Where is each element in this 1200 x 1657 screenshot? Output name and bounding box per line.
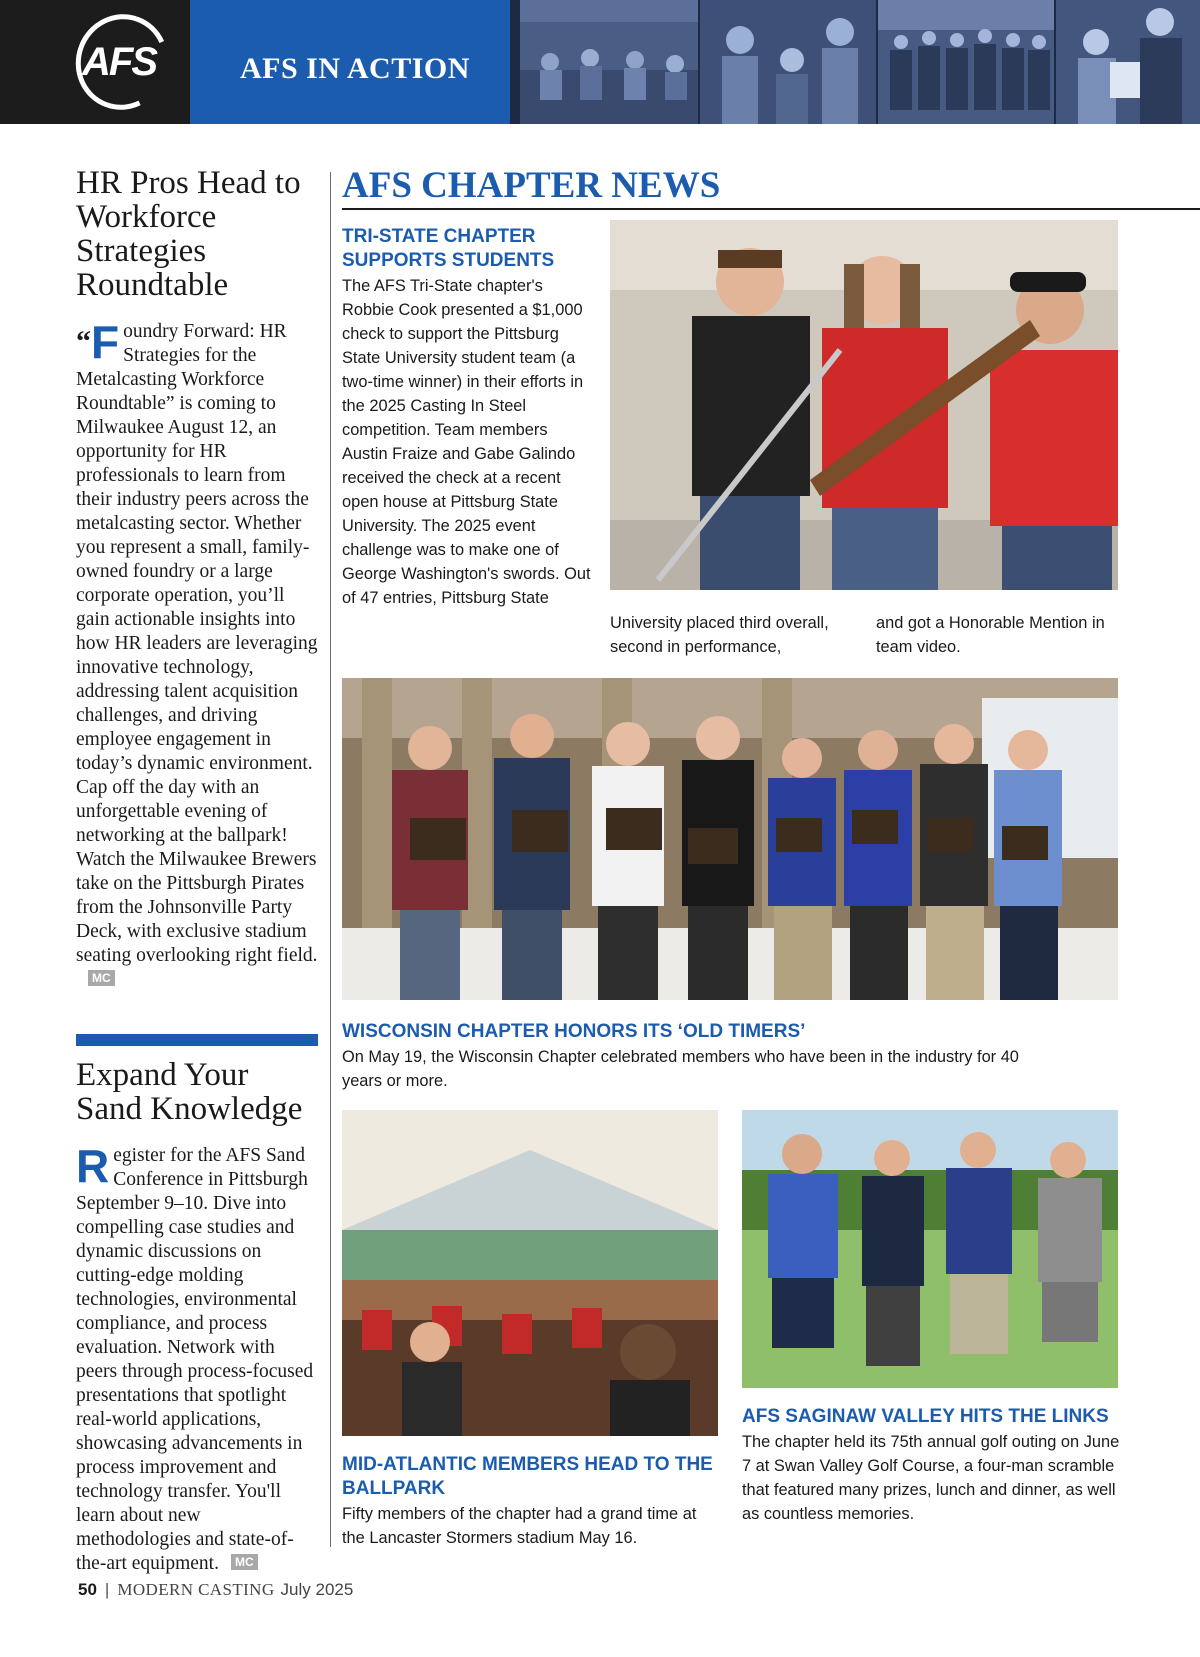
midatlantic-body: Fifty members of the chapter had a grand time at the Lancaster Stormers stadium May 16. bbox=[342, 1505, 697, 1547]
magazine-name: MODERN CASTING bbox=[117, 1580, 275, 1599]
sidebar-text-hr: oundry Forward: HR Strategies for the Metalcasting Workforce Roundtable” is coming to Milwaukee August 12, an opportunity for HR professionals to learn from their industry peers across the metalcasting sector. Whether you represent a small, family-owned foundry or a large corporate operation, you’ll gain actionable insights into how HR leaders are leveraging innovative technology, addressing talent acquisition challenges, and driving employee engagement in today’s dynamic environment. Cap off the day with an unforgettable evening of networking at the ballpark! Watch the Milwaukee Brewers take on the Pittsburgh Pirates from the Johnsonville Party Deck, with exclusive stadium seating overlooking right field. bbox=[76, 321, 318, 966]
tristate-body-col3: and got a Honorable Mention in team video. bbox=[876, 614, 1105, 656]
sidebar-title-sand: Expand Your Sand Knowledge bbox=[76, 1057, 303, 1127]
tristate-body-col1: The AFS Tri-State chapter's Robbie Cook presented a $1,000 check to support the Pittsburg State University student team (a two-time winner) in their efforts in the 2025 Casting In Steel competition. Team members Austin Fraize and Gabe Galindo received the check at a recent open house at Pittsburg State University. The 2025 event challenge was to make one of George Washington's swords. Out of 47 entries, Pittsburg State bbox=[342, 277, 591, 607]
heading-rule bbox=[342, 208, 1200, 210]
mc-end-tag: MC bbox=[231, 1554, 258, 1570]
dropcap-letter-f: F bbox=[91, 316, 120, 368]
saginaw-body: The chapter held its 75th annual golf outing on June 7 at Swan Valley Golf Course, a four-man scramble that featured many prizes, lunch and dinner, as well as countless memories. bbox=[742, 1433, 1120, 1523]
banner-photo-2 bbox=[700, 0, 876, 124]
afs-logo bbox=[0, 0, 190, 124]
saginaw-photo bbox=[742, 1110, 1118, 1388]
page-footer bbox=[78, 1580, 353, 1600]
banner-photo-4 bbox=[1056, 0, 1200, 124]
sidebar-article-sand bbox=[76, 1058, 318, 1576]
section-label: AFS IN ACTION bbox=[240, 52, 470, 85]
logo-text: AFS bbox=[82, 40, 156, 84]
sidebar-article-hr bbox=[76, 166, 318, 992]
banner-photo-1 bbox=[520, 0, 698, 124]
banner-photo-3 bbox=[878, 0, 1054, 124]
midatlantic-title: MID-ATLANTIC MEMBERS HEAD TO THE BALLPARK bbox=[342, 1454, 713, 1499]
page-number: 50 bbox=[78, 1580, 97, 1599]
header-banner bbox=[0, 0, 1200, 124]
section-label-block bbox=[190, 0, 510, 124]
column-divider bbox=[330, 172, 331, 1547]
footer-separator: | bbox=[104, 1580, 110, 1599]
tristate-title: TRI-STATE CHAPTER SUPPORTS STUDENTS bbox=[342, 226, 555, 271]
tristate-story bbox=[342, 225, 592, 610]
sidebar-text-sand: egister for the AFS Sand Conference in Pittsburgh September 9–10. Dive into compelling case studies and dynamic discussions on cutting-edge molding technologies, environmental compliance, and process evaluation. Network with peers through process-focused presentations that spotlight real-world applications, showcasing advancements in process improvement and technology transfer. You'll learn about new methodologies and state-of-the-art equipment. bbox=[76, 1145, 314, 1574]
wisconsin-title: WISCONSIN CHAPTER HONORS ITS ‘OLD TIMERS’ bbox=[342, 1021, 806, 1042]
tristate-body-col2: University placed third overall, second in performance, bbox=[610, 614, 829, 656]
sidebar-body-hr bbox=[76, 316, 318, 992]
chapter-news-heading: AFS CHAPTER NEWS bbox=[342, 165, 721, 206]
wisconsin-story bbox=[342, 1020, 1118, 1093]
midatlantic-story bbox=[342, 1453, 722, 1550]
sidebar-body-sand bbox=[76, 1140, 318, 1576]
sidebar-title-hr: HR Pros Head to Workforce Strategies Roundtable bbox=[76, 165, 301, 303]
tristate-photo bbox=[610, 220, 1118, 590]
issue-date: July 2025 bbox=[280, 1580, 354, 1599]
dropcap-r: R bbox=[76, 1140, 110, 1192]
dropcap-f bbox=[76, 316, 120, 368]
sidebar-divider bbox=[76, 1034, 318, 1046]
saginaw-title: AFS SAGINAW VALLEY HITS THE LINKS bbox=[742, 1406, 1109, 1427]
saginaw-story bbox=[742, 1405, 1120, 1526]
mc-end-tag: MC bbox=[88, 970, 115, 986]
wisconsin-body: On May 19, the Wisconsin Chapter celebrated members who have been in the industry for 40 years or more. bbox=[342, 1048, 1019, 1090]
open-quote: “ bbox=[76, 325, 91, 358]
wisconsin-photo bbox=[342, 678, 1118, 1000]
midatlantic-photo bbox=[342, 1110, 718, 1436]
